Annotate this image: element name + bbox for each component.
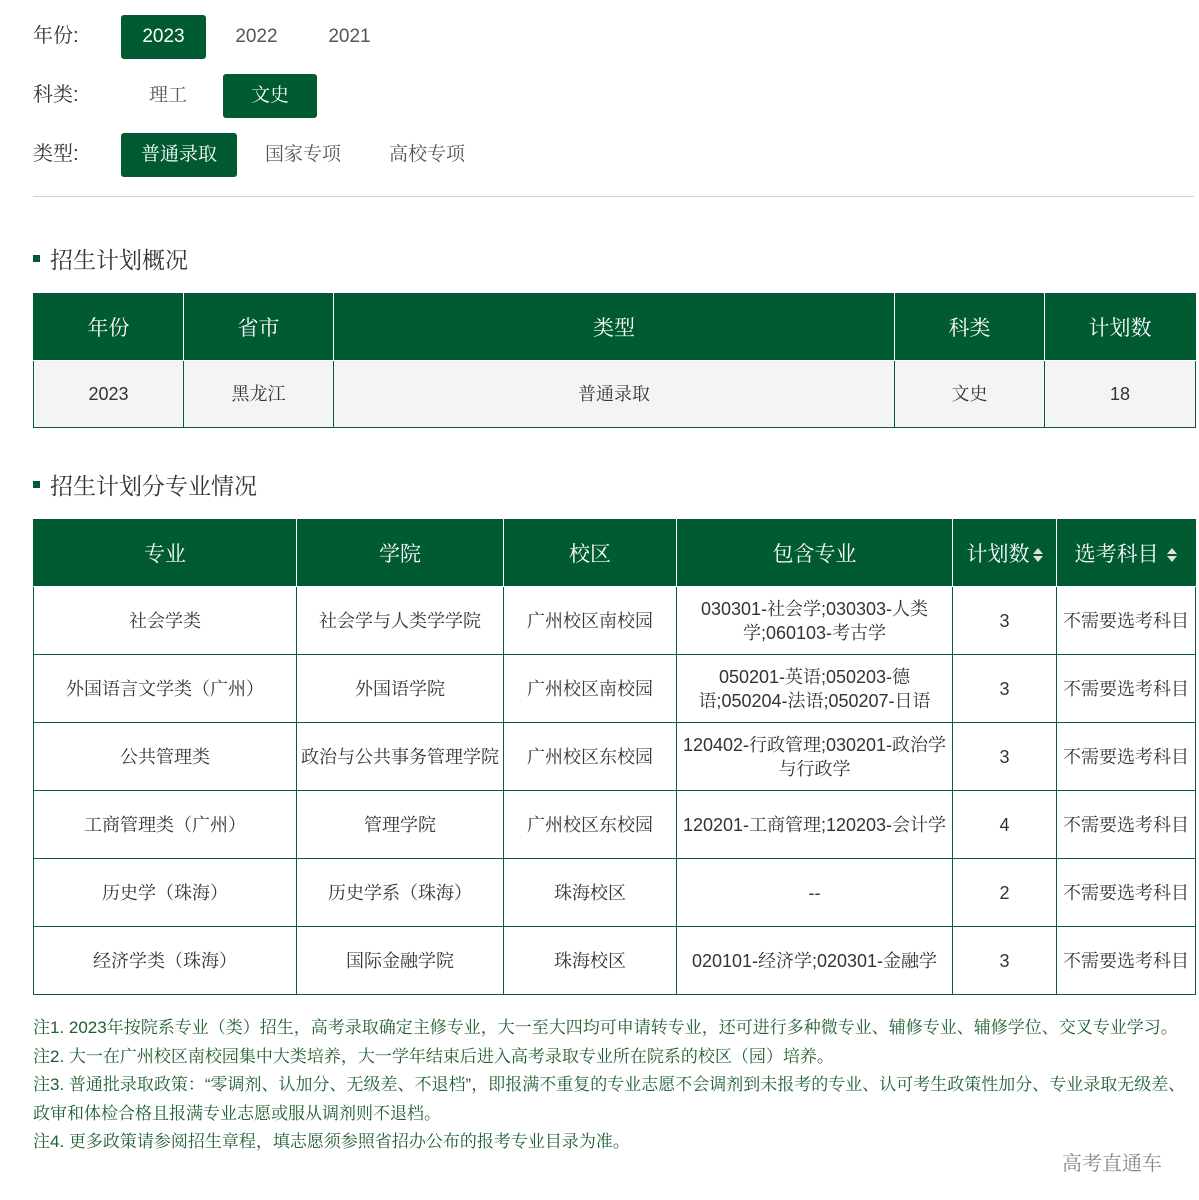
cell-plan-count: 4 (953, 791, 1057, 859)
cell-included-majors: -- (677, 859, 953, 927)
type-option-regular[interactable]: 普通录取 (121, 133, 237, 177)
cell-major: 工商管理类（广州） (34, 791, 297, 859)
header-included-majors: 包含专业 (677, 520, 953, 587)
overview-header-row (34, 294, 1196, 361)
subject-filter-label: 科类: (33, 83, 79, 106)
table-row (34, 655, 1196, 723)
detail-title-text: 招生计划分专业情况 (50, 473, 257, 499)
header-campus: 校区 (504, 520, 677, 587)
year-option-2021[interactable]: 2021 (328, 26, 371, 47)
detail-header-row (34, 520, 1196, 587)
header-subject: 科类 (895, 294, 1045, 361)
cell-campus: 广州校区南校园 (504, 655, 677, 723)
note-1: 注1. 2023年按院系专业（类）招生，高考录取确定主修专业，大一至大四均可申请转专业，还可进行多种微专业、辅修专业、辅修学位、交叉专业学习。 (33, 1018, 1178, 1037)
header-province: 省市 (184, 294, 334, 361)
cell-college: 历史学系（珠海） (297, 859, 504, 927)
notes-section (33, 1014, 1193, 1157)
cell-campus: 广州校区东校园 (504, 723, 677, 791)
type-option-national-special[interactable]: 国家专项 (264, 144, 341, 165)
cell-college: 管理学院 (297, 791, 504, 859)
overview-table (33, 293, 1196, 428)
cell-elective-subjects: 不需要选考科目 (1057, 859, 1196, 927)
cell-college: 外国语学院 (297, 655, 504, 723)
cell-included-majors: 120402-行政管理;030201-政治学与行政学 (677, 723, 953, 791)
cell-college: 政治与公共事务管理学院 (297, 723, 504, 791)
year-option-2022[interactable]: 2022 (235, 26, 278, 47)
header-type: 类型 (334, 294, 895, 361)
header-plan-count-label: 计划数 (966, 543, 1030, 566)
note-2: 注2. 大一在广州校区南校园集中大类培养，大一学年结束后进入高考录取专业所在院系的校区（园）培养。 (33, 1046, 834, 1066)
subject-filter (33, 74, 1194, 118)
cell-major: 经济学类（珠海） (34, 927, 297, 995)
cell-plan-count: 2 (953, 859, 1057, 927)
cell-elective-subjects: 不需要选考科目 (1057, 587, 1196, 655)
note-3: 注3. 普通批录取政策：“零调剂、认加分、无级差、不退档”，即报满不重复的专业志愿不会调剂到未报考的专业、认可考生政策性加分、专业录取无级差、政审和体检合格且报满专业志愿或服从调剂则不退档。 (33, 1075, 1186, 1123)
year-filter (33, 15, 1194, 59)
cell-plan-count: 3 (953, 927, 1057, 995)
cell-type: 普通录取 (334, 361, 895, 428)
cell-subject: 文史 (895, 361, 1045, 428)
table-row (34, 723, 1196, 791)
cell-campus: 广州校区东校园 (504, 791, 677, 859)
detail-section-title (33, 468, 257, 501)
cell-province: 黑龙江 (184, 361, 334, 428)
type-option-university-special[interactable]: 高校专项 (388, 144, 465, 165)
cell-included-majors: 050201-英语;050203-德语;050204-法语;050207-日语 (677, 655, 953, 723)
cell-major: 历史学（珠海） (34, 859, 297, 927)
header-elective-subjects-sortable[interactable] (1057, 520, 1196, 587)
cell-included-majors: 120201-工商管理;120203-会计学 (677, 791, 953, 859)
filter-panel (33, 15, 1194, 192)
cell-elective-subjects: 不需要选考科目 (1057, 927, 1196, 995)
cell-included-majors: 030301-社会学;030303-人类学;060103-考古学 (677, 587, 953, 655)
header-major: 专业 (34, 520, 297, 587)
header-plan-count-sortable[interactable] (953, 520, 1057, 587)
cell-major: 公共管理类 (34, 723, 297, 791)
cell-campus: 广州校区南校园 (504, 587, 677, 655)
table-row (34, 361, 1196, 428)
sort-icon[interactable] (1033, 547, 1043, 563)
overview-title-text: 招生计划概况 (50, 247, 188, 273)
cell-major: 外国语言文学类（广州） (34, 655, 297, 723)
watermark: 高考直通车 (1062, 1153, 1162, 1175)
cell-college: 国际金融学院 (297, 927, 504, 995)
bullet-icon (33, 255, 40, 262)
cell-year: 2023 (34, 361, 184, 428)
year-filter-label: 年份: (33, 24, 79, 47)
cell-campus: 珠海校区 (504, 927, 677, 995)
type-filter-label: 类型: (33, 142, 79, 165)
bullet-icon (33, 481, 40, 488)
cell-plan-count: 3 (953, 655, 1057, 723)
header-elective-subjects-label: 选考科目 (1074, 543, 1159, 566)
cell-college: 社会学与人类学学院 (297, 587, 504, 655)
cell-plan-count: 3 (953, 723, 1057, 791)
note-4: 注4. 更多政策请参阅招生章程，填志愿须参照省招办公布的报考专业目录为准。 (33, 1132, 630, 1151)
table-row (34, 927, 1196, 995)
header-college: 学院 (297, 520, 504, 587)
table-row (34, 587, 1196, 655)
header-year: 年份 (34, 294, 184, 361)
sort-icon[interactable] (1167, 547, 1177, 563)
cell-plan-count: 3 (953, 587, 1057, 655)
overview-section-title (33, 242, 188, 275)
year-option-2023[interactable]: 2023 (121, 15, 206, 59)
cell-elective-subjects: 不需要选考科目 (1057, 655, 1196, 723)
cell-elective-subjects: 不需要选考科目 (1057, 791, 1196, 859)
table-row (34, 791, 1196, 859)
subject-option-science[interactable]: 理工 (148, 85, 187, 106)
header-plan-count: 计划数 (1045, 294, 1196, 361)
cell-campus: 珠海校区 (504, 859, 677, 927)
cell-major: 社会学类 (34, 587, 297, 655)
subject-option-liberal-arts[interactable]: 文史 (223, 74, 317, 118)
cell-elective-subjects: 不需要选考科目 (1057, 723, 1196, 791)
cell-included-majors: 020101-经济学;020301-金融学 (677, 927, 953, 995)
cell-plan-count: 18 (1045, 361, 1196, 428)
detail-table (33, 519, 1196, 995)
type-filter (33, 133, 1194, 177)
divider (33, 196, 1194, 197)
table-row (34, 859, 1196, 927)
